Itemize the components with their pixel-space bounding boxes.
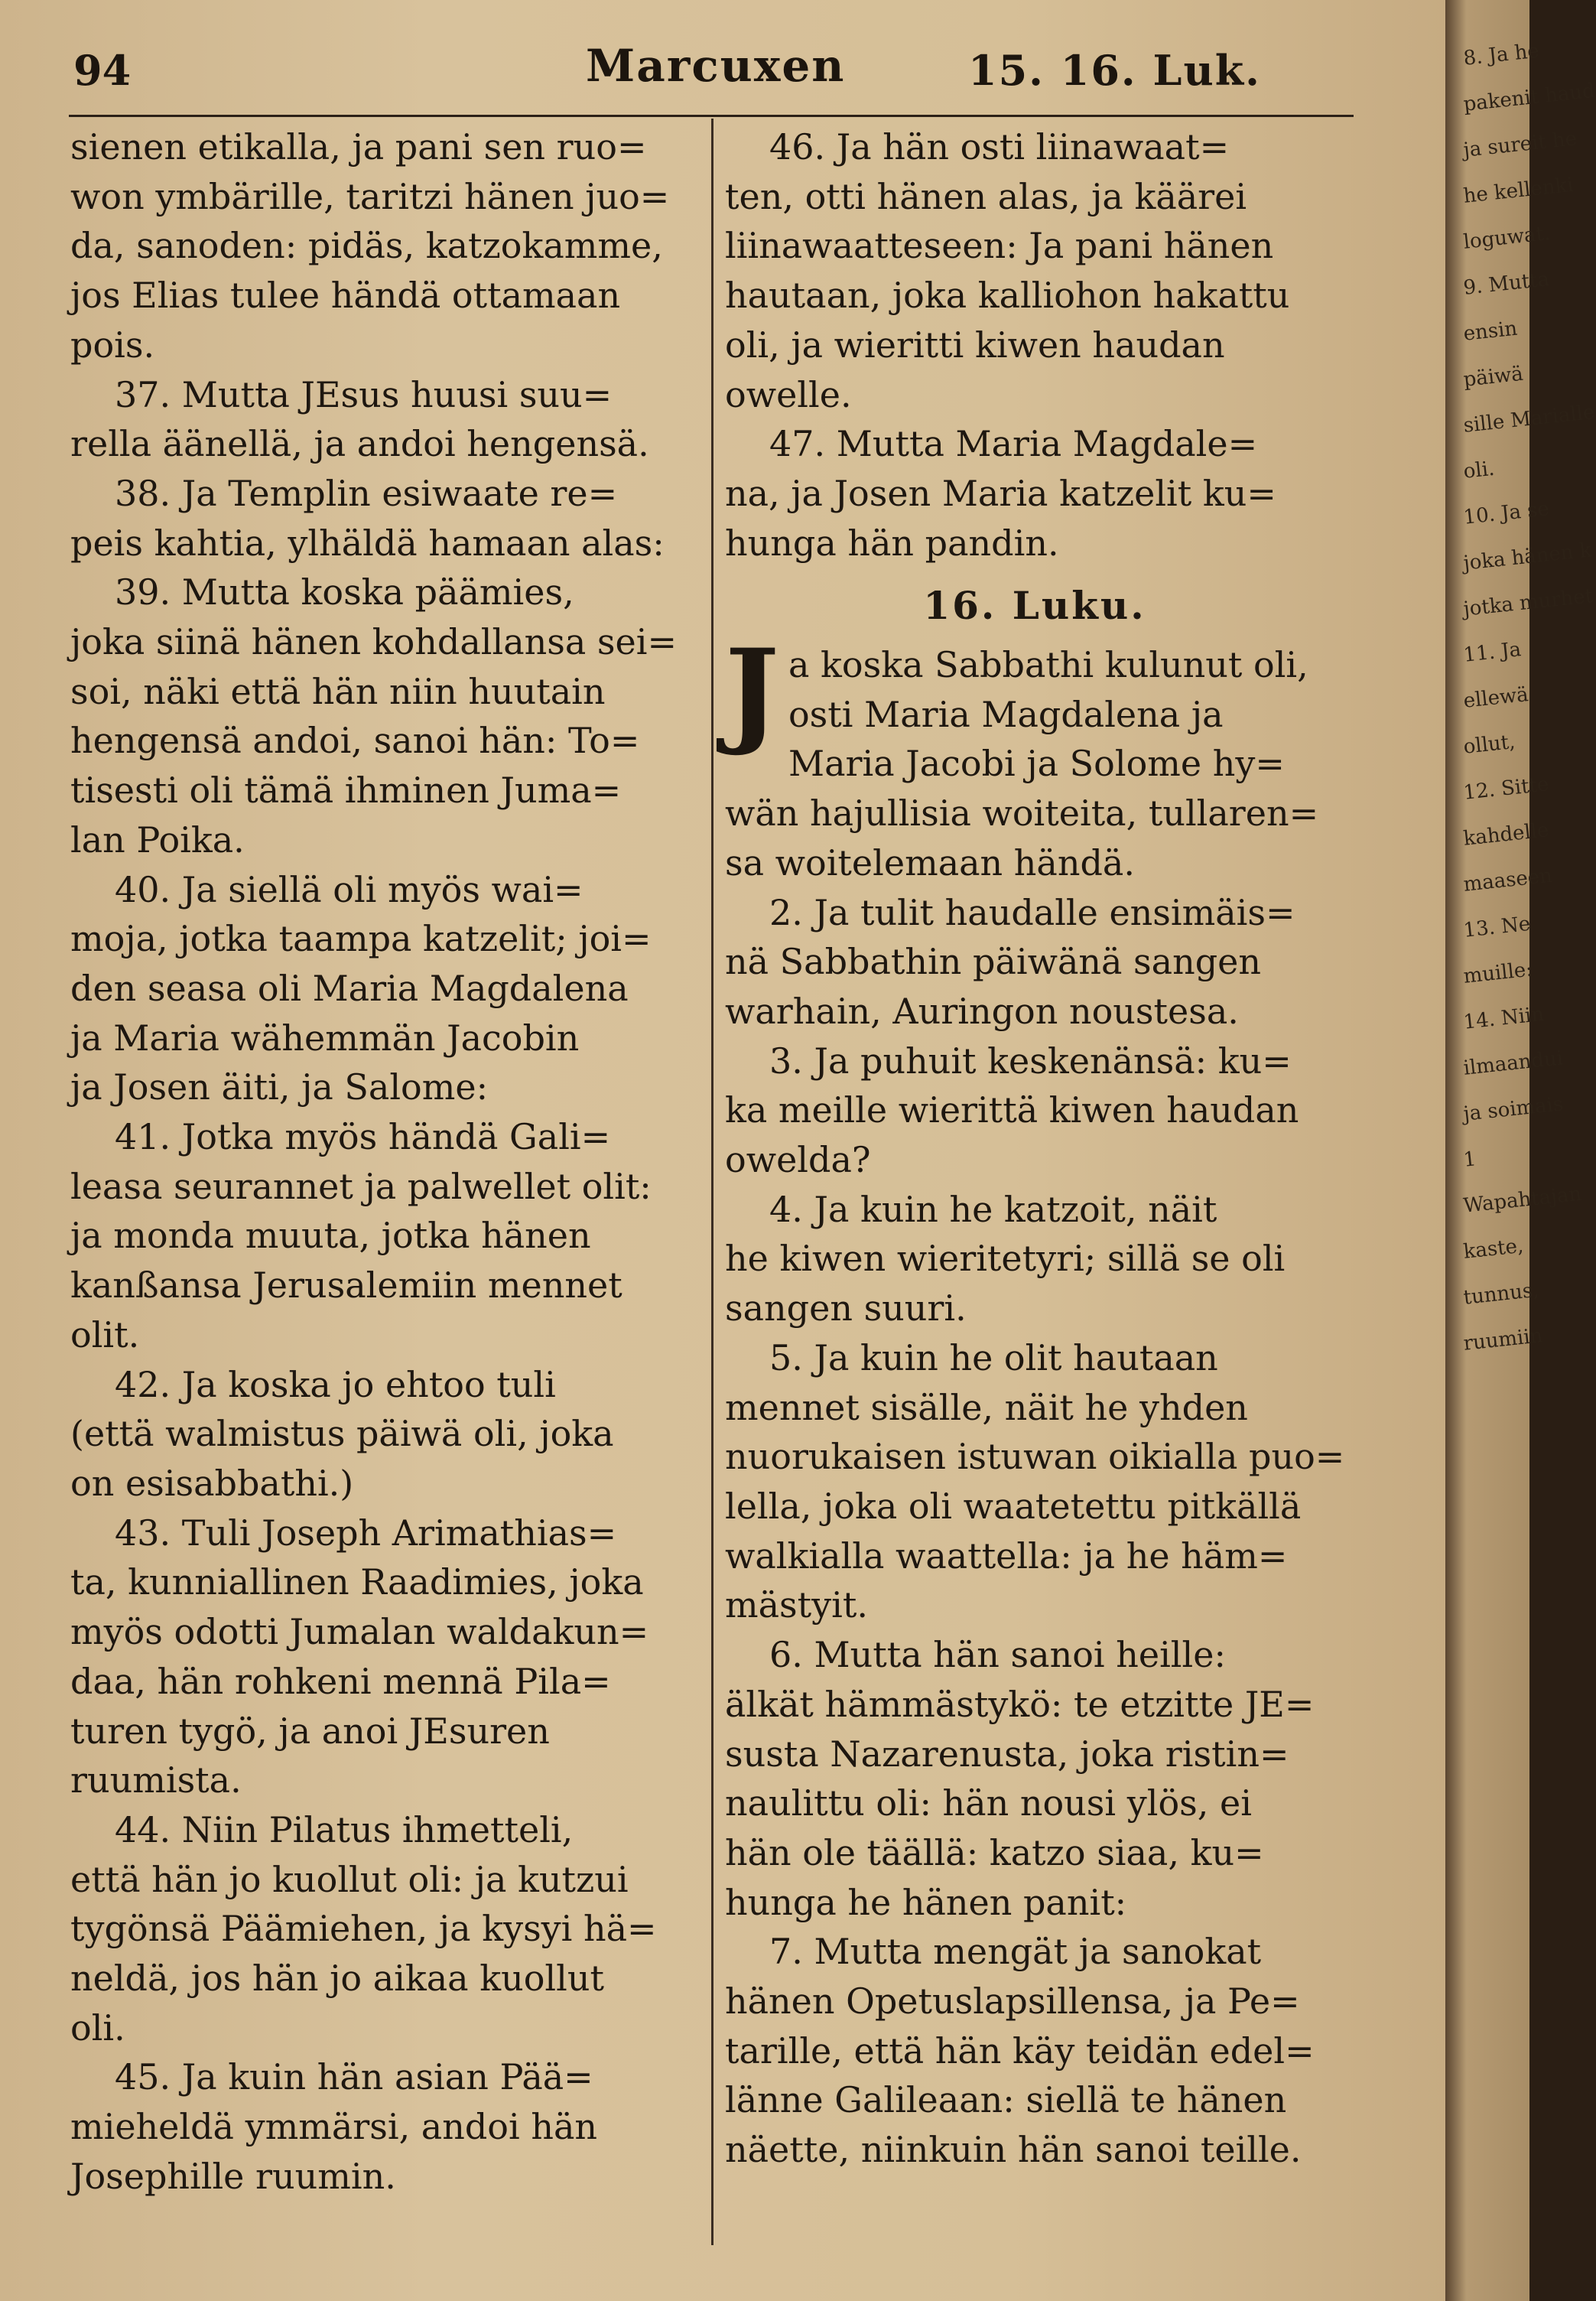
facing-page-fragment: 8. Ja he [1462,39,1541,70]
text-line: hengensä andoi, sanoi hän: To= [70,720,640,762]
facing-page-fragment: ilmaandui [1462,1046,1565,1080]
facing-page-fragment: muille: [1462,958,1534,988]
facing-page-fragment: oli. [1462,457,1496,483]
text-line: osti Maria Magdalena ja [788,693,1224,735]
page-header [73,40,1343,109]
text-line: 6. Mutta hän sanoi heille: [769,1634,1226,1676]
text-line: 47. Mutta Maria Magdale= [769,423,1258,465]
text-line: sa woitelemaan händä. [725,841,1135,884]
text-line: walkialla waattella: ja he häm= [725,1535,1288,1577]
text-line: na, ja Josen Maria katzelit ku= [725,472,1276,514]
text-line: kanßansa Jerusalemiin mennet [70,1264,622,1307]
text-line: rella äänellä, ja andoi hengensä. [70,423,649,465]
text-line: oli, ja wieritti kiwen haudan [725,324,1225,366]
facing-page-fragment: päiwä [1462,362,1525,392]
text-line: mennet sisälle, näit he yhden [725,1386,1248,1428]
text-line: joka siinä hänen kohdallansa sei= [70,621,678,663]
facing-page-fragment: sille Marialle [1462,400,1596,438]
facing-page-fragment: ellewä [1462,683,1530,713]
facing-page-edge [1445,0,1596,2301]
facing-page-fragment: maaseen [1462,864,1554,897]
text-line: 46. Ja hän osti liinawaat= [769,126,1230,168]
chapter-heading: 16. Luku. [923,583,1146,629]
text-line: soi, näki että hän niin huutain [70,670,606,712]
text-line: 40. Ja siellä oli myös wai= [115,868,583,910]
facing-page-fragment: tunnus, [1462,1278,1540,1310]
header-rule [69,115,1354,117]
text-line: 2. Ja tulit haudalle ensimäis= [769,891,1295,933]
text-line: a koska Sabbathi kulunut oli, [788,644,1308,686]
text-line: wän hajullisia woiteita, tullaren= [725,792,1319,835]
chapter-15-end [725,122,1344,568]
facing-page-fragment: ja sureit he [1462,127,1578,162]
text-line: neldä, jos hän jo aikaa kuollut [70,1958,604,2000]
text-line: ka meille wierittä kiwen haudan [725,1089,1299,1131]
text-line: älkät hämmästykö: te etzitte JE= [725,1683,1315,1725]
text-line: pois. [70,324,155,366]
text-line: nä Sabbathin päiwänä sangen [725,941,1262,983]
facing-page-fragment: ollut, [1462,730,1516,759]
text-line: hautaan, joka kalliohon hakattu [725,275,1290,317]
text-line: hänen Opetuslapsillensa, ja Pe= [725,1980,1300,2023]
right-column [725,122,1344,2175]
text-line: 39. Mutta koska päämies, [115,571,574,613]
text-line: moja, jotka taampa katzelit; joi= [70,918,652,960]
text-line: jos Elias tulee händä ottamaan [70,275,621,317]
text-line: owelda? [725,1139,871,1181]
text-line: hunga he hänen panit: [725,1881,1127,1923]
text-line: tarille, että hän käy teidän edel= [725,2029,1315,2072]
text-line: warhain, Auringon noustesa. [725,990,1239,1032]
text-line: (että walmistus päiwä oli, joka [70,1413,614,1455]
facing-page-fragment: loguwat. [1462,222,1552,254]
text-line: myös odotti Jumalan waldakun= [70,1611,649,1653]
text-line: 38. Ja Templin esiwaate re= [115,472,618,514]
facing-page-fragment: kahdelle [1462,819,1550,851]
text-line: naulittu oli: hän nousi ylös, ei [725,1782,1252,1824]
facing-page-fragment: 9. Mutta [1462,268,1551,300]
facing-page-fragment: joka hänen k [1462,539,1593,575]
drop-cap: J [725,624,779,760]
text-line: turen tygö, ja anoi JEsuren [70,1710,550,1752]
text-line: sienen etikalla, ja pani sen ruo= [70,126,647,168]
facing-page-fragment: 1 [1462,1147,1477,1172]
text-line: on esisabbathi.) [70,1462,354,1504]
text-line: won ymbärille, taritzi hänen juo= [70,175,670,217]
text-line: 3. Ja puhuit keskenänsä: ku= [769,1040,1292,1082]
text-line: mieheldä ymmärsi, andoi hän [70,2106,598,2148]
text-line: 37. Mutta JEsus huusi suu= [115,373,613,415]
text-line: 41. Jotka myös händä Gali= [115,1116,611,1158]
text-line: nuorukaisen istuwan oikialla puo= [725,1436,1345,1478]
text-line: Maria Jacobi ja Solome hy= [788,743,1285,785]
text-line: 7. Mutta mengät ja sanokat [769,1931,1262,1973]
text-line: ta, kunniallinen Raadimies, joka [70,1561,644,1603]
text-line: tygönsä Päämiehen, ja kysyi hä= [70,1908,657,1950]
facing-page-fragment: jotka murhet [1462,584,1594,621]
text-line: 43. Tuli Joseph Arimathias= [115,1512,617,1554]
text-line: länne Galileaan: siellä te hänen [725,2079,1287,2121]
facing-page-fragment: 13. Ne [1462,912,1532,942]
text-line: että hän jo kuollut oli: ja kutzui [70,1858,629,1900]
text-line: olit. [70,1313,140,1356]
text-line: ja Josen äiti, ja Salome: [70,1066,489,1108]
text-line: ruumista. [70,1759,242,1801]
text-line: mästyit. [725,1584,868,1626]
text-line: daa, hän rohkeni mennä Pila= [70,1660,611,1702]
text-line: peis kahtia, ylhäldä hamaan alas: [70,522,665,564]
chapter-reference: 15. 16. Luk. [968,46,1261,95]
text-line: oli. [70,2006,125,2049]
text-line: da, sanoden: pidäs, katzokamme, [70,225,663,267]
text-line: sangen suuri. [725,1287,967,1330]
text-line: 4. Ja kuin he katzoit, näit [769,1188,1217,1230]
text-line: he kiwen wieritetyri; sillä se oli [725,1238,1286,1280]
facing-page-fragment: ensin [1462,317,1519,346]
text-line: hunga hän pandin. [725,522,1059,564]
text-line: susta Nazarenusta, joka ristin= [725,1733,1289,1775]
text-line: lan Poika. [70,819,245,861]
facing-page-fragment: 10. Ja se [1462,497,1551,529]
running-title: Marcuxen [586,40,846,92]
text-line: liinawaatteseen: Ja pani hänen [725,225,1274,267]
chapter-16-opening [725,624,1344,760]
facing-page-fragment: he kellenki [1462,173,1575,208]
facing-page-fragment: pakenit haud [1462,79,1596,116]
text-line: 44. Niin Pilatus ihmetteli, [115,1808,574,1850]
facing-page-fragment: 14. Niin [1462,1002,1546,1034]
facing-page-fragment: ruumiin [1462,1324,1544,1356]
chapter-16-text [725,739,1344,2174]
text-line: hän ole täällä: katzo siaa, ku= [725,1831,1264,1873]
text-line: 42. Ja koska jo ehtoo tuli [115,1363,556,1405]
facing-page-fragment: ja soimais [1462,1092,1565,1126]
text-line: tisesti oli tämä ihminen Juma= [70,770,622,812]
text-line: Josephille ruumin. [70,2155,396,2197]
text-line: ja Maria wähemmän Jacobin [70,1017,580,1059]
facing-page-fragment: 12. Sitte [1462,773,1550,805]
text-line: den seasa oli Maria Magdalena [70,967,629,1009]
text-line: ten, otti hänen alas, ja käärei [725,175,1247,217]
text-line: lella, joka oli waatetettu pitkällä [725,1485,1302,1527]
page-number: 94 [73,46,132,95]
facing-page-fragment: 11. Ja [1462,638,1523,667]
text-line: owelle. [725,373,852,415]
text-line: 45. Ja kuin hän asian Pää= [115,2056,593,2098]
text-line: 5. Ja kuin he olit hautaan [769,1336,1218,1378]
facing-page-fragment: kaste, [1462,1234,1525,1264]
text-line: ja monda muuta, jotka hänen [70,1215,591,1257]
left-column [70,122,697,2202]
column-divider [711,119,713,2245]
text-line: näette, niinkuin hän sanoi teille. [725,2129,1302,2171]
facing-page-fragment: Wapahtajan [1462,1182,1583,1218]
text-line: leasa seurannet ja palwellet olit: [70,1165,652,1207]
